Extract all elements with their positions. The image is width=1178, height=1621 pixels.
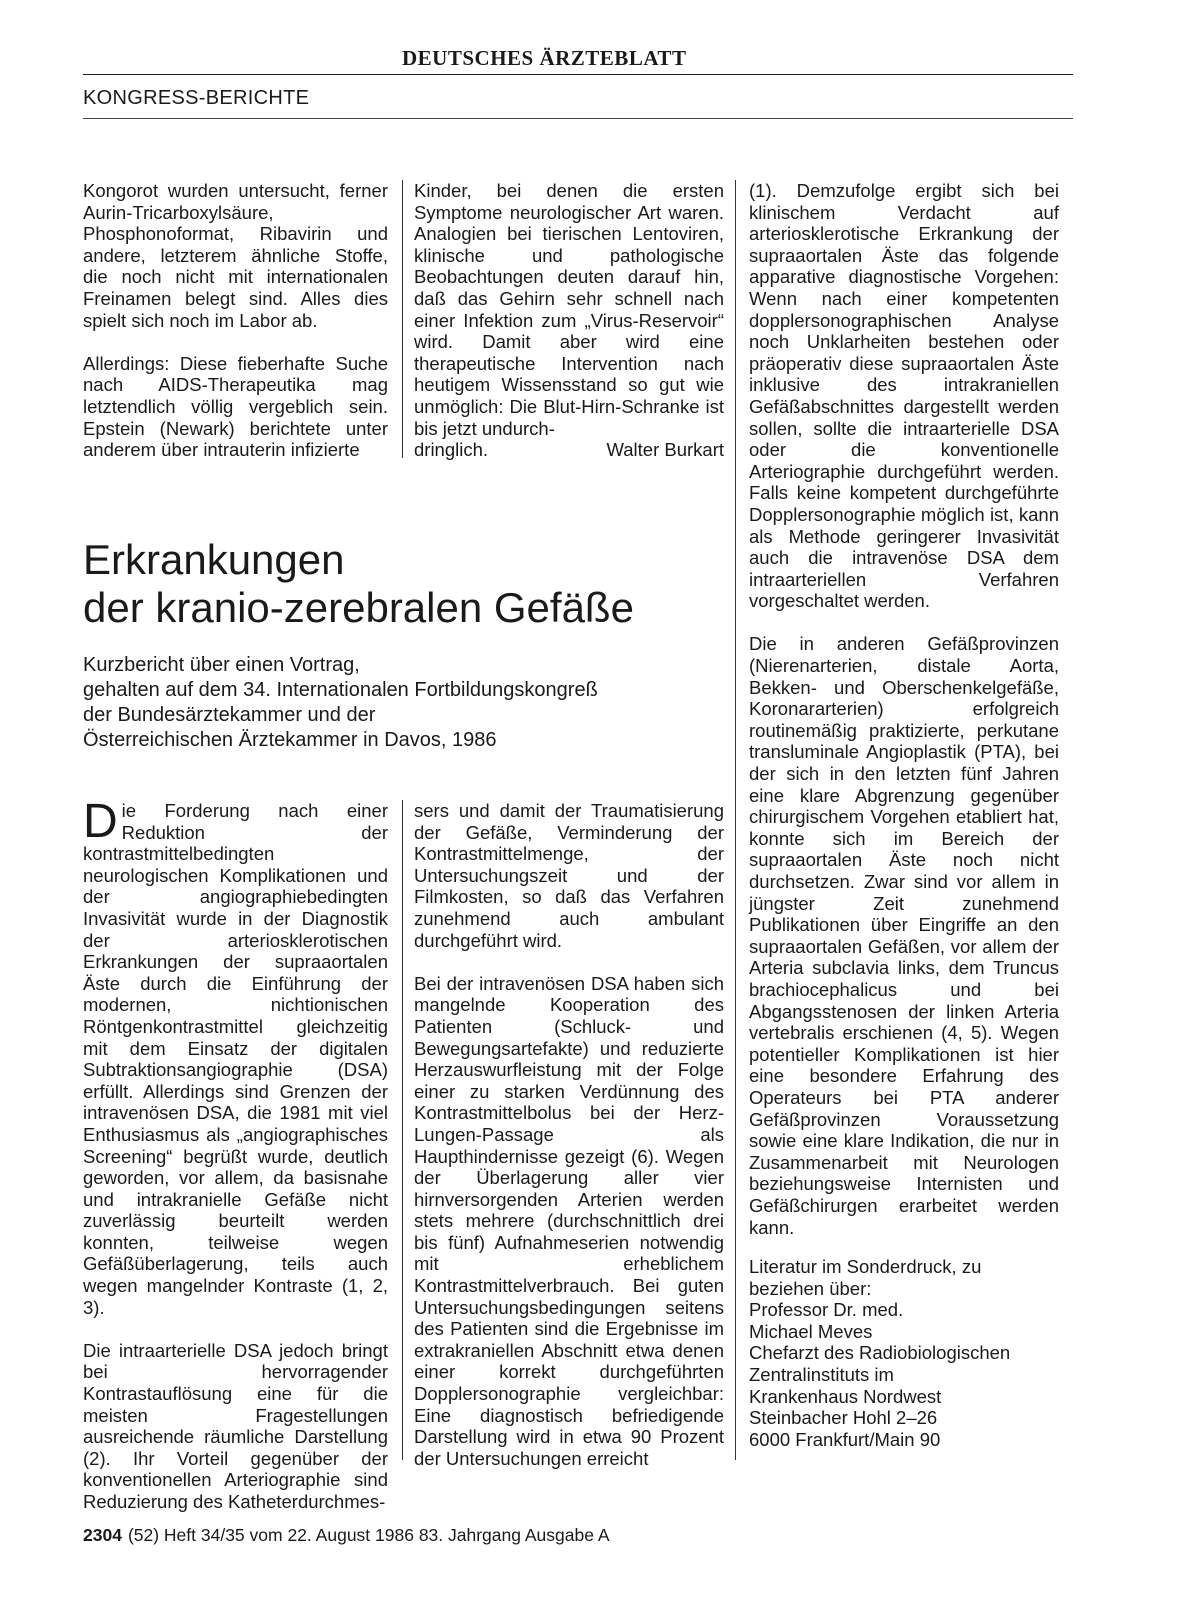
literature-note: Literatur im Sonderdruck, zu beziehen über:	[749, 1256, 982, 1299]
header-rule	[83, 74, 1073, 75]
issue-info: (52) Heft 34/35 vom 22. August 1986 83. Jahrgang Ausgabe A	[127, 1525, 610, 1545]
page-number: 2304	[83, 1525, 122, 1545]
prev-article-col2	[414, 180, 724, 461]
address-line: Professor Dr. med.	[749, 1299, 904, 1321]
address-line: Krankenhaus Nordwest	[749, 1385, 942, 1407]
address-line: 6000 Frankfurt/Main 90	[749, 1428, 941, 1450]
address-line: Chefarzt des Radiobiologischen	[749, 1342, 1011, 1364]
subtitle-line: der Bundesärztekammer und der	[83, 704, 376, 726]
section-label: KONGRESS-BERICHTE	[83, 87, 310, 109]
section-rule	[83, 118, 1073, 119]
article-col1	[83, 795, 388, 1513]
paragraph-text: ie Forderung nach einer Reduktion der kontrastmittelbedingten neurologischen Komplikationen und der angiographiebedingten Invasivität wurde in der Diagnostik der arteriosklerotischen Erkrankungen der supraaortalen Äste durch die Einführung der modernen, nichtionischen Röntgenkontrastmittel gleichzeitig mit dem Einsatz der digitalen Subtraktionsangiographie (DSA) erfüllt. Allerdings sind Grenzen der intravenösen DSA, die 1981 mit viel Enthusiasmus als „angiographisches Screening“ begrüßt wurde, deutlich geworden, vor allem, da basisnahe und intrakranielle Gefäße nicht zuverlässig beurteilt werden konnten, teilweise wegen Gefäßüberlagerung, teils auch wegen mangelnder Kontraste (1, 2, 3).	[83, 800, 388, 1318]
subtitle-line: Österreichischen Ärztekammer in Davos, 1986	[83, 729, 497, 751]
drop-cap: D	[83, 795, 118, 848]
paragraph-end: dringlich.	[414, 439, 489, 461]
title-line: Erkrankungen	[83, 536, 345, 583]
article-col2	[414, 800, 724, 1469]
paragraph: Kongorot wurden untersucht, ferner Aurin-Tricarboxylsäure, Phosphonoformat, Ribavirin und andere, letzterem ähnliche Stoffe, die noch nicht mit internationalen Freinamen belegt sind. Alles dies spielt sich noch im Labor ab.	[83, 180, 388, 331]
paragraph: Allerdings: Diese fieberhafte Suche nach AIDS-Therapeutika mag letztendlich völlig vergeblich sein. Epstein (Newark) berichtete unter anderem über intrauterin infizierte	[83, 352, 388, 461]
article-title	[83, 536, 743, 632]
paragraph: Kinder, bei denen die ersten Symptome neurologischer Art waren. Analogien bei tierischen Lentoviren, klinische und pathologische Beobachtungen deuten darauf hin, daß das Gehirn sehr schnell nach einer Infektion zum „Virus-Reservoir“ wird. Damit aber wird eine therapeutische Intervention nach heutigem Wissensstand so gut wie unmöglich: Die Blut-Hirn-Schranke ist bis jetzt undurch-	[414, 180, 724, 439]
subtitle-line: Kurzbericht über einen Vortrag,	[83, 654, 360, 676]
address-line: Michael Meves	[749, 1320, 873, 1342]
paragraph: (1). Demzufolge ergibt sich bei klinischem Verdacht auf arteriosklerotische Erkrankung der supraaortalen Äste das folgende apparative diagnostische Vorgehen: Wenn nach einer kompetenten dopplersonographischen Analyse noch Unklarheiten bestehen oder präoperativ diese supraaortalen Äste inklusive des intrakraniellen Gefäßabschnittes dargestellt werden sollen, sollte die intraarterielle DSA oder die konventionelle Arteriographie durchgeführt werden. Falls keine kompetent durchgeführte Dopplersonographie möglich ist, kann als Methode geringerer Invasivität auch die intravenöse DSA dem intraarteriellen Verfahren vorgeschaltet werden.	[749, 180, 1059, 612]
prev-article-col1	[83, 180, 388, 461]
literature-block	[749, 1256, 1059, 1450]
signature-line	[414, 439, 724, 461]
author-signature: Walter Burkart	[606, 439, 724, 461]
masthead: DEUTSCHES ÄRZTEBLATT	[402, 46, 687, 70]
article-subtitle	[83, 653, 763, 753]
page-footer	[83, 1525, 610, 1546]
column-divider	[402, 180, 403, 458]
subtitle-line: gehalten auf dem 34. Internationalen Fortbildungskongreß	[83, 679, 598, 701]
paragraph: Die intraarterielle DSA jedoch bringt bei hervorragender Kontrastauflösung eine für die meisten Fragestellungen ausreichende räumliche Darstellung (2). Ihr Vorteil gegenüber der konventionellen Arteriographie sind Reduzierung des Katheterdurchmes-	[83, 1339, 388, 1512]
column-divider	[402, 800, 403, 1460]
author-address	[749, 1299, 1059, 1450]
column-divider	[735, 180, 736, 1460]
paragraph: Die in anderen Gefäßprovinzen (Nierenarterien, distale Aorta, Bekken- und Oberschenkelgefäße, Koronararterien) erfolgreich routinemäßig praktizierte, perkutane transluminale Angioplastik (PTA), bei der sich in den letzten fünf Jahren eine klare Abgrenzung gegenüber chirurgischem Vorgehen etabliert hat, konnte sich im Bereich der supraaortalen Äste noch nicht durchsetzen. Zwar sind vor allem in jüngster Zeit zunehmend Publikationen über Eingriffe an den supraaortalen Gefäßen, vor allem der Arteria subclavia links, dem Truncus brachiocephalicus und bei Abgangsstenosen der linken Arteria vertebralis erschienen (4, 5). Wegen potentieller Komplikationen ist hier eine besondere Erfahrung des Operateurs bei PTA anderer Gefäßprovinzen Voraussetzung sowie eine klare Indikation, die nur in Zusammenarbeit mit Neurologen beziehungsweise Internisten und Gefäßchirurgen erarbeitet werden kann.	[749, 633, 1059, 1238]
article-col3	[749, 180, 1059, 1238]
paragraph: sers und damit der Traumatisierung der Gefäße, Verminderung der Kontrastmittelmenge, der Untersuchungszeit und der Filmkosten, so daß das Verfahren zunehmend auch ambulant durchgeführt wird.	[414, 800, 724, 951]
title-line: der kranio-zerebralen Gefäße	[83, 584, 634, 631]
paragraph	[83, 795, 388, 1318]
address-line: Zentralinstituts im	[749, 1363, 894, 1385]
paragraph: Bei der intravenösen DSA haben sich mangelnde Kooperation des Patienten (Schluck- und Bewegungsartefakte) und reduzierte Herzauswurfleistung mit der Folge einer zu starken Verdünnung des Kontrastmittelbolus bei der Herz-Lungen-Passage als Haupthindernisse gezeigt (6). Wegen der Überlagerung aller vier hirnversorgenden Arterien werden stets mehrere (durchschnittlich drei bis fünf) Aufnahmeserien notwendig mit erheblichem Kontrastmittelverbrauch. Bei guten Untersuchungsbedingungen seitens des Patienten sind die Ergebnisse im extrakraniellen Abschnitt etwa denen einer korrekt durchgeführten Dopplersonographie vergleichbar: Eine diagnostisch befriedigende Darstellung wird in etwa 90 Prozent der Untersuchungen erreicht	[414, 972, 724, 1469]
address-line: Steinbacher Hohl 2–26	[749, 1407, 938, 1429]
